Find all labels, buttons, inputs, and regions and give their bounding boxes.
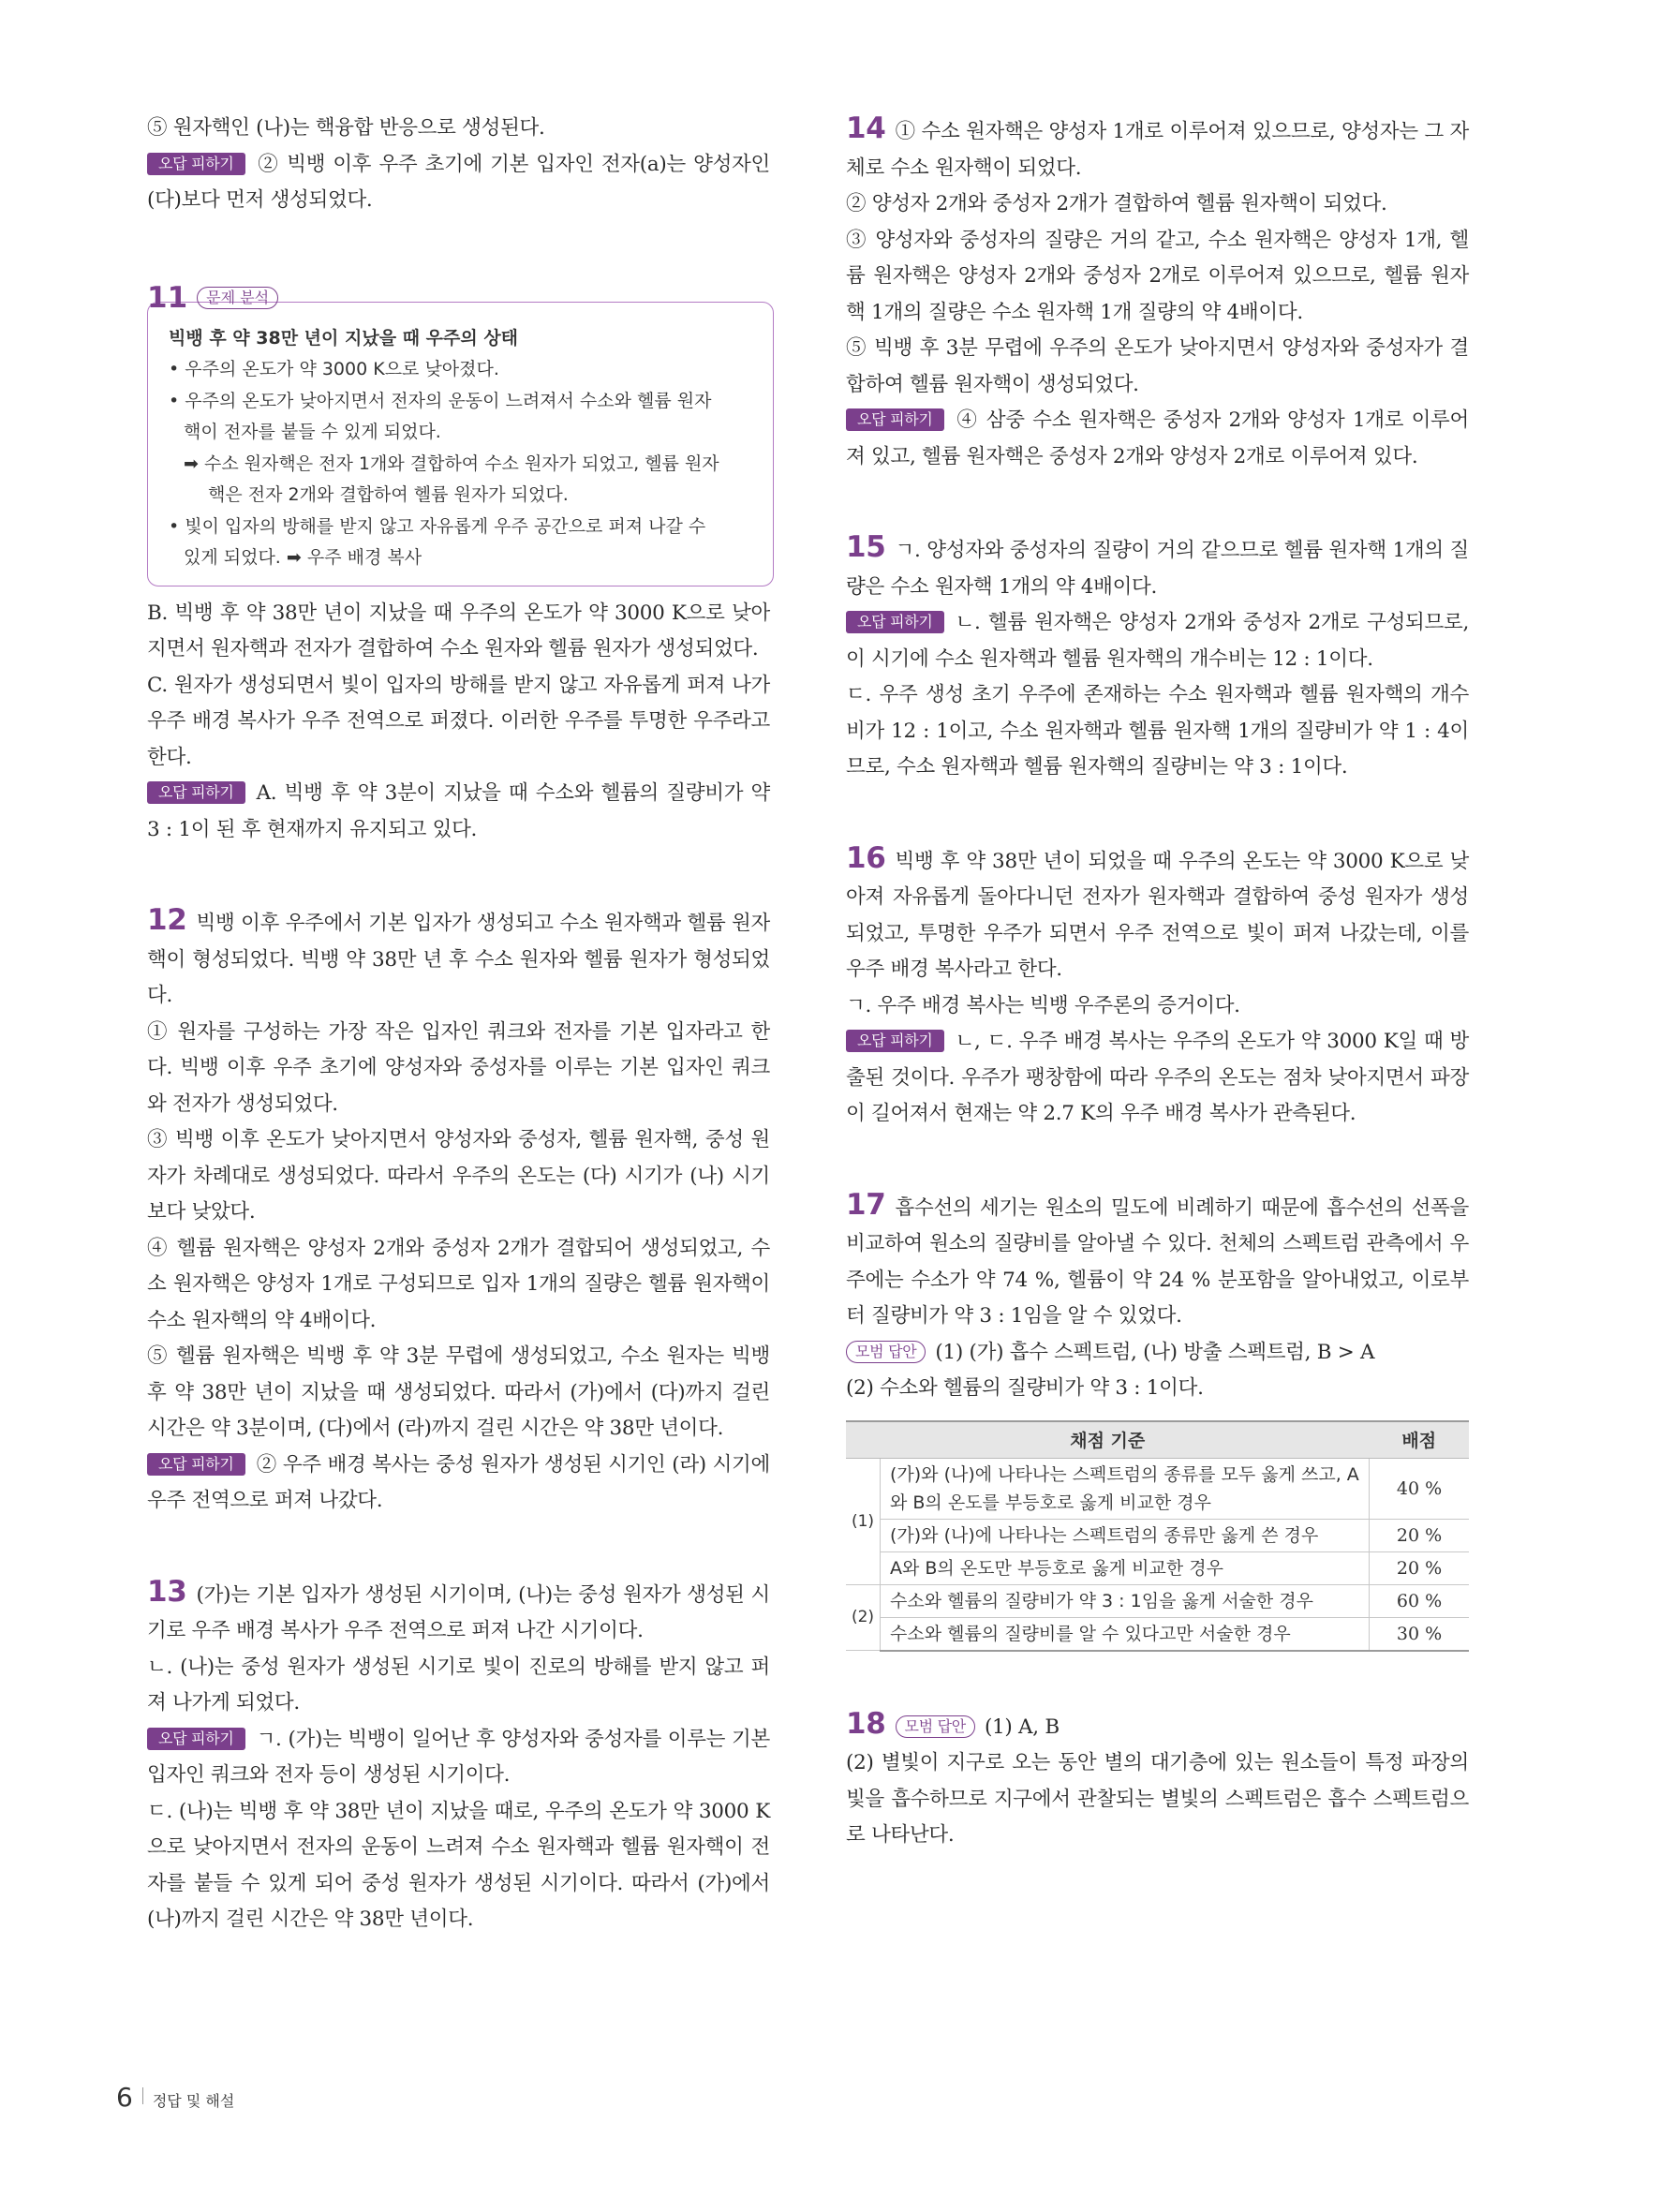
q13-intro: 13 (가)는 기본 입자가 생성된 시기이며, (나)는 중성 원자가 생성된 시기로 우주 배경 복사가 우주 전역으로 퍼져 나간 시기이다.	[147, 1574, 770, 1642]
points-cell: 30 %	[1370, 1617, 1470, 1651]
q14-intro: 14 ① 수소 원자핵은 양성자 1개로 이루어져 있으므로, 양성자는 그 자체로 수소 원자핵이 되었다.	[846, 111, 1469, 180]
wrong-avoid-badge: 오답 피하기	[147, 1453, 245, 1476]
q17-intro: 17 흡수선의 세기는 원소의 밀도에 비례하기 때문에 흡수선의 선폭을 비교하여 원소의 질량비를 알아낼 수 있다. 천체의 스펙트럼 관측에서 우주에는 수소가 약 74 %, 헬륨이 약 24 % 분포함을 알아내었고, 이로부터 질량비가 약 3 : 1임을 알 수 있었다.	[846, 1187, 1469, 1328]
question-number: 15	[846, 530, 886, 564]
right-column	[846, 111, 1469, 1854]
wrong-avoid-badge: 오답 피하기	[846, 408, 944, 431]
wrong-avoid-badge: 오답 피하기	[147, 781, 245, 804]
q12-intro: 12 빅뱅 이후 우주에서 기본 입자가 생성되고 수소 원자핵과 헬륨 원자핵이 형성되었다. 빅뱅 약 38만 년 후 수소 원자와 헬륨 원자가 형성되었다.	[147, 903, 770, 1007]
q12-para: ⑤ 헬륨 원자핵은 빅뱅 후 약 3분 무렵에 생성되었고, 수소 원자는 빅뱅 후 약 38만 년이 지났을 때 생성되었다. 따라서 (가)에서 (다)까지 걸린 시간은 약 3분이며, (다)에서 (라)까지 걸린 시간은 약 38만 년이다.	[147, 1344, 770, 1440]
q11-wrong: 오답 피하기 A. 빅뱅 후 약 3분이 지났을 때 수소와 헬륨의 질량비가 약 3 : 1이 된 후 현재까지 유지되고 있다.	[147, 781, 770, 841]
q11-para: B. 빅뱅 후 약 38만 년이 지났을 때 우주의 온도가 약 3000 K으로 낮아지면서 원자핵과 전자가 결합하여 수소 원자와 헬륨 원자가 생성되었다.	[147, 601, 770, 661]
table-row	[846, 1617, 1469, 1651]
points-cell: 40 %	[1370, 1458, 1470, 1519]
q13-wrong: 오답 피하기 ㄱ. (가)는 빅뱅이 일어난 후 양성자와 중성자를 이루는 기본 입자인 쿼크와 전자 등이 생성된 시기이다.	[147, 1727, 770, 1787]
wrong-avoid-badge: 오답 피하기	[846, 1030, 944, 1052]
q14-para: ③ 양성자와 중성자의 질량은 거의 같고, 수소 원자핵은 양성자 1개, 헬륨 원자핵은 양성자 2개와 중성자 2개로 이루어져 있으므로, 헬륨 원자핵 1개의 질량은 수소 원자핵 1개 질량의 약 4배이다.	[846, 228, 1469, 324]
left-column	[147, 111, 770, 1938]
footer-label: 정답 및 해설	[152, 2092, 235, 2110]
question-number: 18	[846, 1706, 886, 1741]
q16-wrong: 오답 피하기 ㄴ, ㄷ. 우주 배경 복사는 우주의 온도가 약 3000 K일 때 방출된 것이다. 우주가 팽창함에 따라 우주의 온도는 점차 낮아지면서 파장이 길어져서 현재는 약 2.7 K의 우주 배경 복사가 관측된다.	[846, 1030, 1469, 1125]
question-number: 16	[846, 840, 886, 875]
q15-intro: 15 ㄱ. 양성자와 중성자의 질량이 거의 같으므로 헬륨 원자핵 1개의 질량은 수소 원자핵 1개의 약 4배이다.	[846, 530, 1469, 599]
criteria-cell: A와 B의 온도만 부등호로 옳게 비교한 경우	[881, 1551, 1370, 1584]
table-row	[846, 1584, 1469, 1617]
model-answer-badge: 모범 답안	[896, 1715, 975, 1738]
points-header: 배점	[1370, 1421, 1470, 1459]
table-header-row	[846, 1421, 1469, 1459]
criteria-cell: (가)와 (나)에 나타나는 스펙트럼의 종류를 모두 옳게 쓰고, A와 B의 온도를 부등호로 옳게 비교한 경우	[881, 1458, 1370, 1519]
analysis-item: 핵은 전자 2개와 결합하여 헬륨 원자가 되었다.	[208, 484, 569, 505]
question-number: 14	[846, 111, 886, 145]
criteria-cell: 수소와 헬륨의 질량비가 약 3 : 1임을 옳게 서술한 경우	[881, 1584, 1370, 1617]
question-number: 13	[147, 1574, 187, 1609]
q10-line5: ⑤ 원자핵인 (나)는 핵융합 반응으로 생성된다.	[147, 116, 545, 140]
wrong-avoid-badge: 오답 피하기	[846, 611, 944, 633]
question-number: 11	[147, 280, 188, 315]
criteria-header: 채점 기준	[846, 1421, 1370, 1459]
q14-wrong: 오답 피하기 ④ 삼중 수소 원자핵은 중성자 2개와 양성자 1개로 이루어져 있고, 헬륨 원자핵은 중성자 2개와 양성자 2개로 이루어져 있다.	[846, 408, 1469, 468]
q13-para: ㄷ. (나)는 빅뱅 후 약 38만 년이 지났을 때로, 우주의 온도가 약 3000 K으로 낮아지면서 전자의 운동이 느려져 수소 원자핵과 헬륨 원자핵이 전자를 붙들 수 있게 되어 중성 원자가 생성된 시기이다. 따라서 (가)에서 (나)까지 걸린 시간은 약 38만 년이다.	[147, 1799, 770, 1931]
q11-para: C. 원자가 생성되면서 빛이 입자의 방해를 받지 않고 자유롭게 퍼져 나가 우주 배경 복사가 우주 전역으로 퍼졌다. 이러한 우주를 투명한 우주라고 한다.	[147, 673, 770, 769]
footer-divider	[142, 2087, 143, 2104]
criteria-cell: 수소와 헬륨의 질량비를 알 수 있다고만 서술한 경우	[881, 1617, 1370, 1651]
q14-para: ⑤ 빅뱅 후 3분 무렵에 우주의 온도가 낮아지면서 양성자와 중성자가 결합하여 헬륨 원자핵이 생성되었다.	[846, 336, 1469, 396]
table-row	[846, 1458, 1469, 1519]
question-number: 12	[147, 903, 187, 937]
analysis-item: 있게 되었다. ➡ 우주 배경 복사	[184, 547, 422, 568]
q16-intro: 16 빅뱅 후 약 38만 년이 되었을 때 우주의 온도는 약 3000 K으로 낮아져 자유롭게 돌아다니던 전자가 원자핵과 결합하여 중성 원자가 생성되었고, 투명한 우주가 되면서 우주 전역으로 빛이 퍼져 나갔는데, 이를 우주 배경 복사라고 한다.	[846, 840, 1469, 981]
q15-para: ㄷ. 우주 생성 초기 우주에 존재하는 수소 원자핵과 헬륨 원자핵의 개수비가 12 : 1이고, 수소 원자핵과 헬륨 원자핵 1개의 질량비가 약 1 : 4이므로, 수소 원자핵과 헬륨 원자핵의 질량비는 약 3 : 1이다.	[846, 683, 1469, 779]
points-cell: 20 %	[1370, 1551, 1470, 1584]
points-cell: 20 %	[1370, 1519, 1470, 1551]
page-footer	[116, 2082, 234, 2113]
criteria-cell: (가)와 (나)에 나타나는 스펙트럼의 종류만 옳게 쓴 경우	[881, 1519, 1370, 1551]
question-number: 17	[846, 1187, 886, 1222]
analysis-item: 핵이 전자를 붙들 수 있게 되었다.	[184, 422, 441, 442]
analysis-box	[147, 302, 774, 586]
group-label: (2)	[846, 1584, 881, 1651]
page-number: 6	[116, 2082, 133, 2113]
points-cell: 60 %	[1370, 1584, 1470, 1617]
q18-para: (2) 별빛이 지구로 오는 동안 별의 대기층에 있는 원소들이 특정 파장의 빛을 흡수하므로 지구에서 관찰되는 별빛의 스펙트럼은 흡수 스펙트럼으로 나타난다.	[846, 1751, 1469, 1847]
table-row	[846, 1519, 1469, 1551]
q17-model2: (2) 수소와 헬륨의 질량비가 약 3 : 1이다.	[846, 1376, 1204, 1400]
wrong-avoid-badge: 오답 피하기	[147, 153, 245, 175]
q12-para: ④ 헬륨 원자핵은 양성자 2개와 중성자 2개가 결합되어 생성되었고, 수소 원자핵은 양성자 1개로 구성되므로 입자 1개의 질량은 헬륨 원자핵이 수소 원자핵의 약 4배이다.	[147, 1236, 770, 1332]
q12-wrong: 오답 피하기 ② 우주 배경 복사는 중성 원자가 생성된 시기인 (라) 시기에 우주 전역으로 퍼져 나갔다.	[147, 1452, 770, 1512]
analysis-item: • 우주의 온도가 낮아지면서 전자의 운동이 느려져서 수소와 헬륨 원자	[169, 390, 712, 411]
analysis-badge: 문제 분석	[197, 287, 278, 309]
q15-wrong: 오답 피하기 ㄴ. 헬륨 원자핵은 양성자 2개와 중성자 2개로 구성되므로, 이 시기에 수소 원자핵과 헬륨 원자핵의 개수비는 12 : 1이다.	[846, 611, 1469, 671]
analysis-item: • 우주의 온도가 약 3000 K으로 낮아졌다.	[169, 359, 499, 379]
q16-para: ㄱ. 우주 배경 복사는 빅뱅 우주론의 증거이다.	[846, 993, 1240, 1017]
q11-header	[147, 281, 770, 315]
table-row	[846, 1551, 1469, 1584]
scoring-table	[846, 1420, 1469, 1652]
analysis-item: ➡ 수소 원자핵은 전자 1개와 결합하여 수소 원자가 되었고, 헬륨 원자	[184, 453, 719, 474]
model-answer-badge: 모범 답안	[846, 1341, 926, 1363]
q12-para: ③ 빅뱅 이후 온도가 낮아지면서 양성자와 중성자, 헬륨 원자핵, 중성 원자가 차례대로 생성되었다. 따라서 우주의 온도는 (다) 시기가 (나) 시기보다 낮았다.	[147, 1128, 770, 1224]
wrong-avoid-badge: 오답 피하기	[147, 1728, 245, 1750]
q18-model1: 18 모범 답안 (1) A, B	[846, 1706, 1060, 1741]
group-label: (1)	[846, 1458, 881, 1584]
q17-model1: 모범 답안 (1) (가) 흡수 스펙트럼, (나) 방출 스펙트럼, B > A	[846, 1335, 1469, 1372]
analysis-item: • 빛이 입자의 방해를 받지 않고 자유롭게 우주 공간으로 퍼져 나갈 수	[169, 515, 706, 537]
q14-para: ② 양성자 2개와 중성자 2개가 결합하여 헬륨 원자핵이 되었다.	[846, 192, 1387, 215]
q12-para: ① 원자를 구성하는 가장 작은 입자인 쿼크와 전자를 기본 입자라고 한다. 빅뱅 이후 우주 초기에 양성자와 중성자를 이루는 기본 입자인 쿼크와 전자가 생성되었다.	[147, 1019, 770, 1116]
q13-para: ㄴ. (나)는 중성 원자가 생성된 시기로 빛이 진로의 방해를 받지 않고 퍼져 나가게 되었다.	[147, 1655, 770, 1715]
analysis-title: 빅뱅 후 약 38만 년이 지났을 때 우주의 상태	[169, 327, 519, 349]
q10-wrong: 오답 피하기 ② 빅뱅 이후 우주 초기에 기본 입자인 전자(a)는 양성자인 (다)보다 먼저 생성되었다.	[147, 152, 770, 212]
